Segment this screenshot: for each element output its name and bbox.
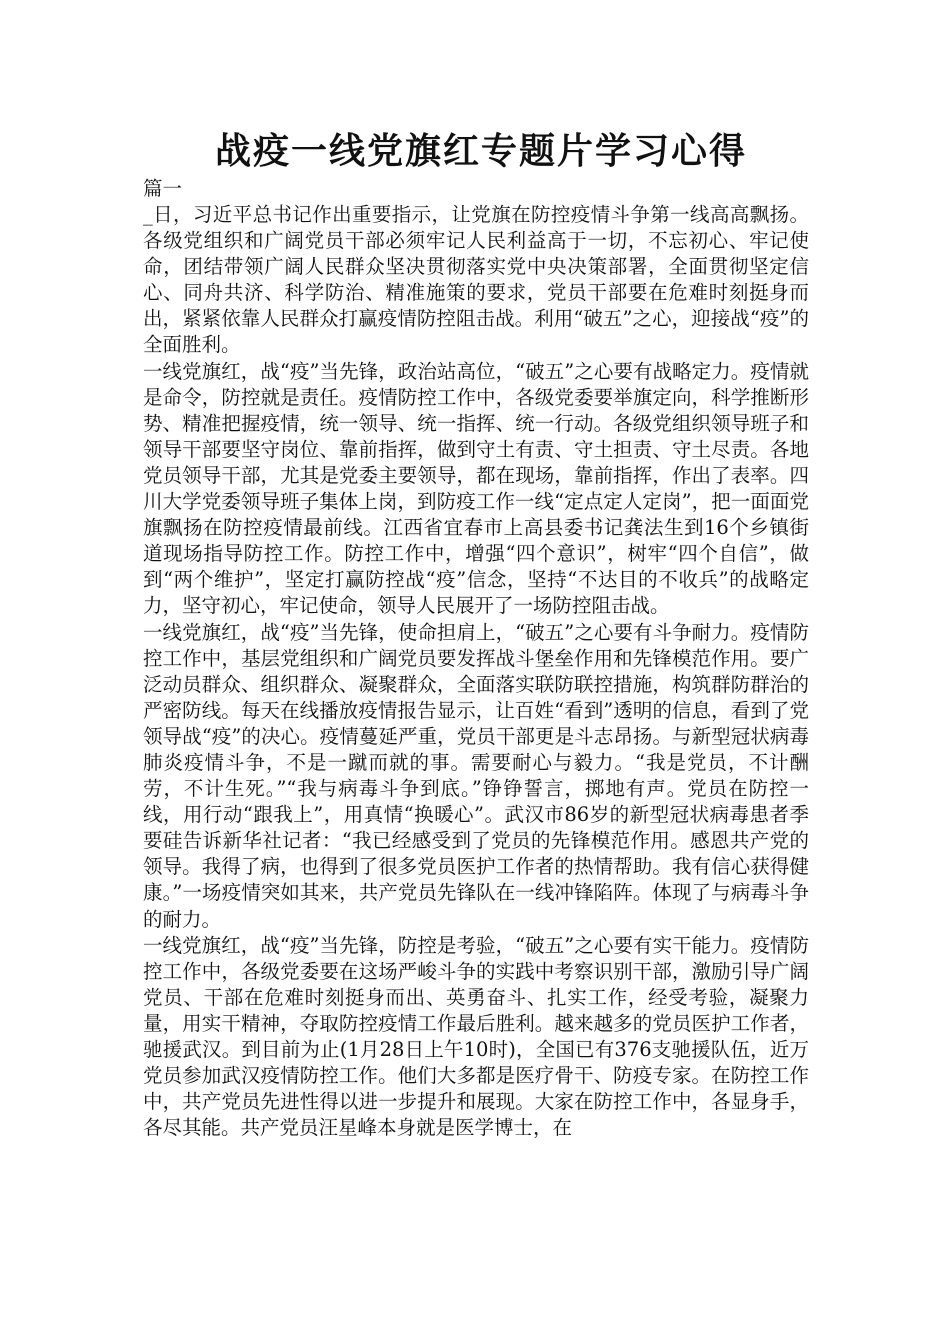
paragraph-1: _日，习近平总书记作出重要指示，让党旗在防控疫情斗争第一线高高飘扬。各级党组织和广阔党员干部必须牢记人民利益高于一切，不忘初心、牢记使命，团结带领广阔人民群众坚决贯彻落实党中央决策部署，全面贯彻坚定信心、同舟共济、科学防治、精准施策的要求，党员干部要在危难时刻挺身而出，紧紧依靠人民群众打赢疫情防控阻击战。利用“破五”之心，迎接战“疫”的全面胜利。 bbox=[143, 203, 809, 357]
section-label: 篇一 bbox=[143, 177, 183, 200]
paragraph-2: 一线党旗红，战“疫”当先锋，政治站高位，“破五”之心要有战略定力。疫情就是命令，防控就是责任。疫情防控工作中，各级党委要举旗定向，科学推断形势、精准把握疫情，统一领导、统一指挥、统一行动。各级党组织领导班子和领导干部要坚守岗位、靠前指挥，做到守土有责、守土担责、守土尽责。各地党员领导干部，尤其是党委主要领导，都在现场，靠前指挥，作出了表率。四川大学党委领导班子集体上岗，到防疫工作一线“定点定人定岗”，把一面面党旗飘扬在防控疫情最前线。江西省宜春市上高县委书记龚法生到16个乡镇街道现场指导防控工作。防控工作中，增强“四个意识”，树牢“四个自信”，做到“两个维护”，坚定打赢防控战“疫”信念，坚持“不达目的不收兵”的战略定力，坚守初心，牢记使命，领导人民展开了一场防控阻击战。 bbox=[143, 359, 809, 618]
paragraph-3: 一线党旗红，战“疫”当先锋，使命担肩上，“破五”之心要有斗争耐力。疫情防控工作中，基层党组织和广阔党员要发挥战斗堡垒作用和先锋模范作用。要广泛动员群众、组织群众、凝聚群众，全面落实联防联控措施，构筑群防群治的严密防线。每天在线播放疫情报告显示，让百姓“看到”透明的信息，看到了党领导战“疫”的决心。疫情蔓延严重，党员干部更是斗志昂扬。与新型冠状病毒肺炎疫情斗争，不是一蹴而就的事。需要耐心与毅力。“我是党员，不计酬劳，不计生死。”“我与病毒斗争到底。”铮铮誓言，掷地有声。党员在防控一线，用行动“跟我上”，用真情“换暖心”。武汉市86岁的新型冠状病毒患者季要硅告诉新华社记者：“我已经感受到了党员的先锋模范作用。感恩共产党的领导。我得了病，也得到了很多党员医护工作者的热情帮助。我有信心获得健康。”一场疫情突如其来，共产党员先锋队在一线冲锋陷阵。体现了与病毒斗争的耐力。 bbox=[143, 620, 809, 931]
document-title: 战疫一线党旗红专题片学习心得 bbox=[214, 131, 747, 172]
paragraph-4: 一线党旗红，战“疫”当先锋，防控是考验，“破五”之心要有实干能力。疫情防控工作中，各级党委要在这场严峻斗争的实践中考察识别干部，激励引导广阔党员、干部在危难时刻挺身而出、英勇奋斗、扎实工作，经受考验，凝聚力量，用实干精神，夺取防控疫情工作最后胜利。越来越多的党员医护工作者，驰援武汉。到目前为止(1月28日上午10时)，全国已有376支驰援队伍，近万党员参加武汉疫情防控工作。他们大多都是医疗骨干、防疫专家。在防控工作中，共产党员先进性得以进一步提升和展现。大家在防控工作中，各显身手，各尽其能。共产党员汪星峰本身就是医学博士，在 bbox=[143, 933, 809, 1140]
document-page bbox=[143, 128, 809, 1141]
